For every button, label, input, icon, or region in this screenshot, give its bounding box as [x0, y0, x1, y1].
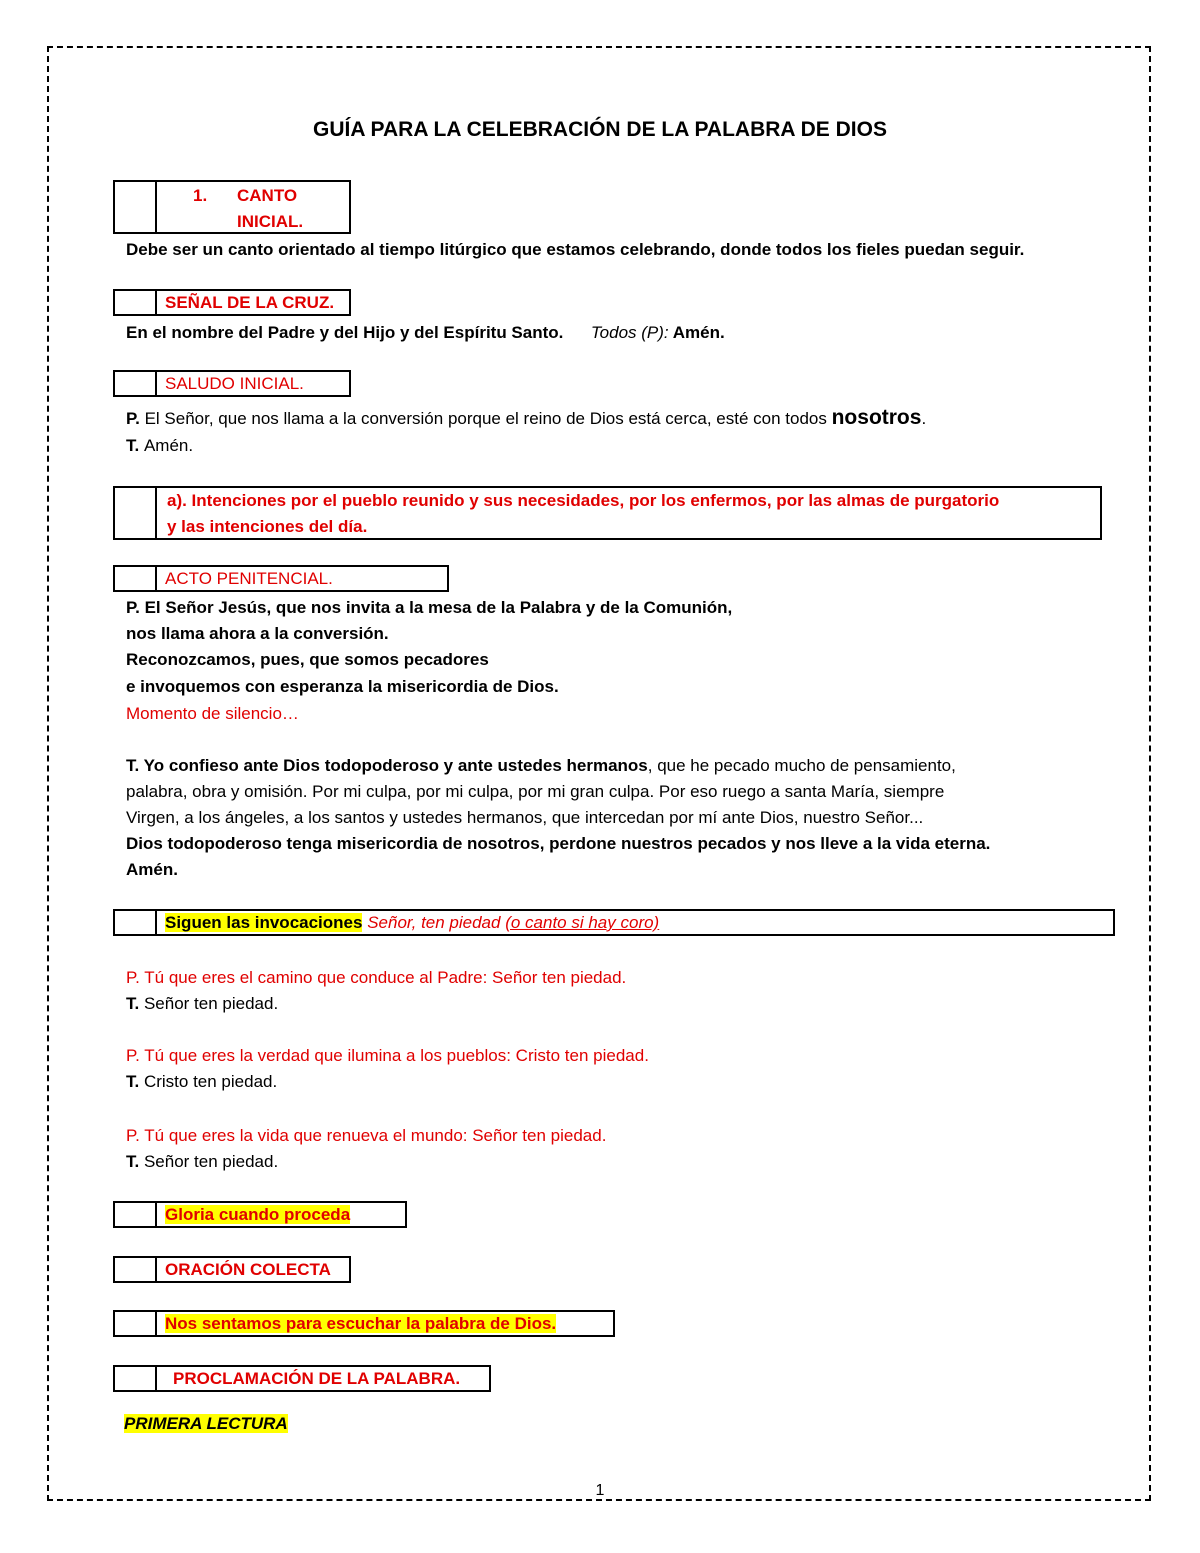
checkbox-cell	[115, 488, 157, 538]
confieso-line3: Virgen, a los ángeles, a los santos y ustedes hermanos, que intercedan por mí ante Dios, nuestro Señor...	[126, 808, 924, 827]
proclamacion-header	[113, 1365, 491, 1392]
invocacion-t	[126, 1071, 277, 1093]
canto-inicial-header	[113, 180, 351, 234]
saludo-p-big: nosotros	[831, 406, 922, 429]
invocaciones-hl: Siguen las invocaciones	[165, 913, 363, 932]
sentamos-header	[113, 1310, 615, 1337]
intenciones-header	[113, 486, 1102, 540]
invocaciones-label	[165, 911, 659, 935]
invocacion-t-text: Señor ten piedad.	[139, 1152, 279, 1171]
acto-penitencial-label: ACTO PENITENCIAL.	[165, 568, 333, 588]
senal-cruz-label: SEÑAL DE LA CRUZ.	[165, 292, 335, 312]
saludo-p-prefix: P.	[126, 409, 145, 428]
intenciones-line1: a). Intenciones por el pueblo reunido y sus necesidades, por los enfermos, por las almas de purgatorio	[167, 491, 1000, 510]
confieso-line4: Dios todopoderoso tenga misericordia de nosotros, perdone nuestros pecados y nos lleve a la vida eterna.	[126, 834, 991, 853]
saludo-inicial-label: SALUDO INICIAL.	[165, 373, 304, 393]
senal-resp-label: Todos (P):	[590, 323, 669, 342]
invocacion-t	[126, 993, 278, 1015]
acto-line: P. El Señor Jesús, que nos invita a la mesa de la Palabra y de la Comunión,	[126, 598, 733, 617]
confieso-line1	[126, 755, 956, 777]
confieso-line2: palabra, obra y omisión. Por mi culpa, por mi culpa, por mi gran culpa. Por eso ruego a santa María, siempre	[126, 782, 945, 801]
canto-number: 1.	[193, 186, 208, 205]
oracion-colecta-header	[113, 1256, 351, 1283]
invocacion-t-text: Señor ten piedad.	[139, 994, 279, 1013]
checkbox-cell	[115, 372, 157, 395]
saludo-p-text: El Señor, que nos llama a la conversión porque el reino de Dios está cerca, esté con todos	[144, 409, 832, 428]
saludo-t-text: Amén.	[143, 436, 194, 455]
momento-silencio: Momento de silencio…	[126, 704, 299, 723]
senal-cruz-text	[126, 322, 725, 344]
saludo-p	[126, 407, 926, 430]
checkbox-cell	[115, 1258, 157, 1281]
intenciones-line2: y las intenciones del día.	[167, 517, 368, 536]
senal-text: En el nombre del Padre y del Hijo y del Espíritu Santo.	[126, 323, 564, 342]
checkbox-cell	[115, 1312, 157, 1335]
senal-resp: Amén.	[668, 323, 725, 342]
confieso-line5: Amén.	[126, 860, 178, 879]
senal-cruz-header	[113, 289, 351, 316]
page-number: 1	[595, 1482, 605, 1499]
checkbox-cell	[115, 1367, 157, 1390]
invocaciones-rest: Señor, ten piedad	[362, 913, 506, 932]
checkbox-cell	[115, 291, 157, 314]
gloria-label: Gloria cuando proceda	[165, 1205, 351, 1224]
oracion-colecta-label: ORACIÓN COLECTA	[165, 1259, 331, 1279]
acto-line: e invoquemos con esperanza la misericordia de Dios.	[126, 677, 559, 696]
checkbox-cell	[115, 182, 157, 232]
sentamos-label: Nos sentamos para escuchar la palabra de Dios.	[165, 1314, 557, 1333]
invocacion-p: P. Tú que eres la verdad que ilumina a los pueblos: Cristo ten piedad.	[126, 1046, 649, 1065]
invocacion-p: P. Tú que eres la vida que renueva el mundo: Señor ten piedad.	[126, 1126, 607, 1145]
canto-label-line1: CANTO	[237, 186, 298, 205]
invocaciones-coro: (o canto si hay coro)	[505, 913, 660, 932]
checkbox-cell	[115, 1203, 157, 1226]
canto-label-line2: INICIAL.	[237, 212, 304, 231]
primera-lectura	[124, 1413, 288, 1435]
primera-lectura-label: PRIMERA LECTURA	[124, 1414, 288, 1433]
acto-line: Reconozcamos, pues, que somos pecadores	[126, 650, 489, 669]
confieso-bold: T. Yo confieso ante Dios todopoderoso y ante ustedes hermanos	[126, 756, 648, 775]
invocaciones-header	[113, 909, 1115, 936]
invocacion-t-prefix: T.	[126, 1152, 140, 1171]
saludo-p-end: .	[921, 409, 927, 428]
page-title: GUÍA PARA LA CELEBRACIÓN DE LA PALABRA DE DIOS	[312, 118, 887, 141]
saludo-t	[126, 435, 193, 457]
invocacion-p: P. Tú que eres el camino que conduce al Padre: Señor ten piedad.	[126, 968, 627, 987]
canto-text: Debe ser un canto orientado al tiempo litúrgico que estamos celebrando, donde todos los fieles puedan seguir.	[126, 240, 1025, 259]
gloria-header	[113, 1201, 407, 1228]
invocacion-t-prefix: T.	[126, 1072, 140, 1091]
acto-penitencial-header	[113, 565, 449, 592]
invocacion-t-text: Cristo ten piedad.	[139, 1072, 278, 1091]
invocacion-t	[126, 1151, 278, 1173]
invocacion-t-prefix: T.	[126, 994, 140, 1013]
acto-line: nos llama ahora a la conversión.	[126, 624, 389, 643]
saludo-t-prefix: T.	[126, 436, 144, 455]
confieso-rest: , que he pecado mucho de pensamiento,	[647, 756, 956, 775]
checkbox-cell	[115, 911, 157, 934]
proclamacion-label: PROCLAMACIÓN DE LA PALABRA.	[173, 1368, 461, 1388]
saludo-inicial-header	[113, 370, 351, 397]
checkbox-cell	[115, 567, 157, 590]
